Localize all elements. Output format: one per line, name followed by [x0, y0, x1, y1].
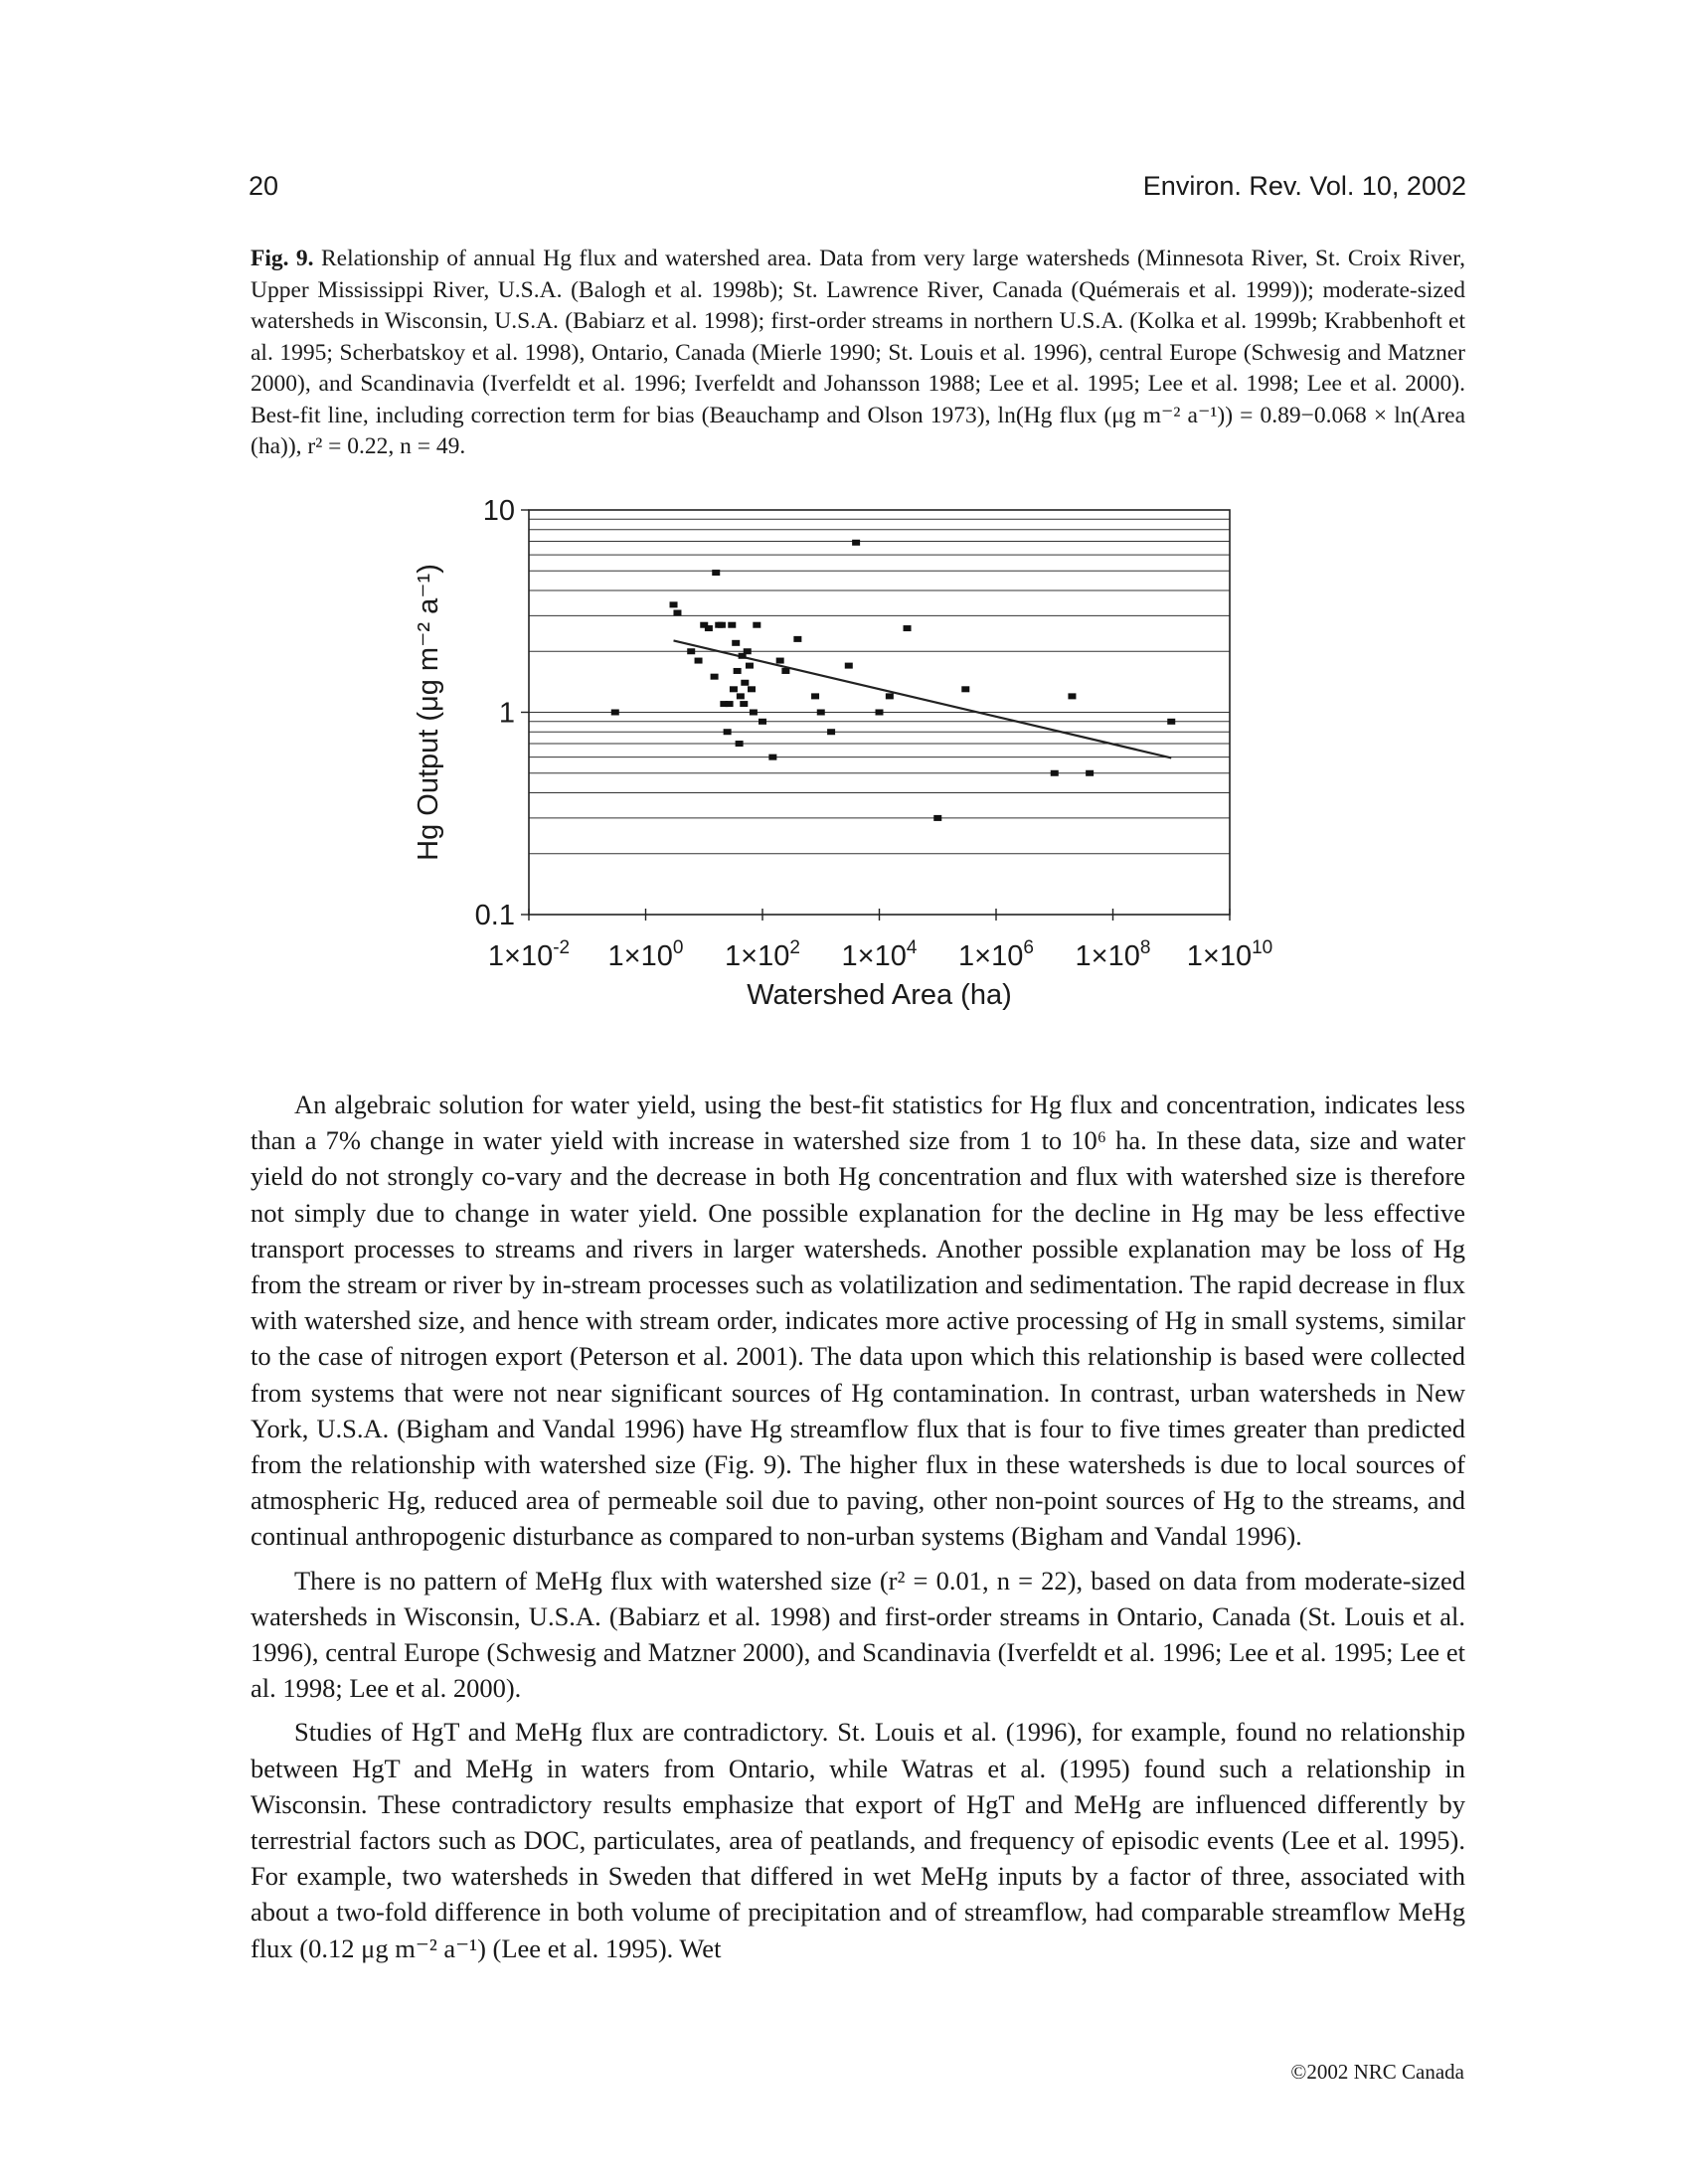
data-point	[726, 701, 734, 707]
y-tick-label: 1	[498, 697, 515, 730]
data-point	[933, 815, 941, 821]
data-point	[695, 658, 703, 664]
data-point	[736, 741, 744, 747]
x-tick-label: $1\times 10^4$	[841, 937, 918, 972]
page-number: 20	[249, 171, 279, 201]
data-point	[741, 680, 749, 686]
data-point	[811, 693, 819, 699]
data-point	[728, 622, 736, 628]
x-tick-label: $1\times 10^{10}$	[1186, 937, 1273, 972]
data-point	[746, 663, 754, 669]
data-point	[886, 693, 894, 699]
x-tick-label: $1\times 10^6$	[958, 937, 1034, 972]
data-point	[748, 686, 756, 692]
tick-labels	[475, 495, 1273, 972]
data-point	[737, 693, 745, 699]
x-tick-label: $1\times 10^8$	[1075, 937, 1151, 972]
data-points	[611, 540, 1175, 821]
x-tick-label: $1\times 10^2$	[725, 937, 800, 972]
data-point	[1051, 770, 1059, 776]
data-point	[687, 648, 695, 654]
body-text	[251, 1087, 1465, 1974]
paragraph-3: Studies of HgT and MeHg flux are contradictory. St. Louis et al. (1996), for example, found no relationship between HgT and MeHg in waters from Ontario, while Watras et al. (1995) found such a relationship in Wisconsin. These contradictory results emphasize that export of HgT and MeHg are influenced differently by terrestrial factors such as DOC, particulates, area of peatlands, and frequency of episodic events (Lee et al. 1995). For example, two watersheds in Sweden that differed in wet MeHg inputs by a factor of three, associated with about a two-fold difference in both volume of precipitation and of streamflow, had comparable streamflow MeHg flux (0.12 μg m⁻² a⁻¹) (Lee et al. 1995). Wet	[251, 1717, 1465, 1963]
paragraph-2: There is no pattern of MeHg flux with watershed size (r² = 0.01, n = 22), based on data from moderate-sized watersheds in Wisconsin, U.S.A. (Babiarz et al. 1998) and first-order streams in Ontario, Canada (St. Louis et al. 1996), central Europe (Schwesig and Matzner 2000), and Scandinavia (Iverfeldt et al. 1996; Lee et al. 1995; Lee et al. 1998; Lee et al. 2000).	[251, 1565, 1465, 1704]
data-point	[845, 663, 853, 669]
scatter-chart	[413, 492, 1307, 1049]
grid-lines	[529, 519, 1230, 853]
best-fit-line	[674, 640, 1172, 757]
data-point	[961, 686, 969, 692]
data-point	[768, 755, 776, 760]
x-tick-label: $1\times 10^{-2}$	[487, 937, 571, 972]
data-point	[705, 625, 713, 631]
data-point	[817, 710, 825, 716]
data-point	[1167, 719, 1175, 725]
figure-9	[413, 492, 1307, 1049]
data-point	[732, 640, 740, 646]
data-point	[712, 570, 720, 576]
data-point	[776, 658, 784, 664]
y-tick-label: 0.1	[474, 900, 515, 931]
data-point	[673, 610, 681, 616]
caption-text: Relationship of annual Hg flux and watershed area. Data from very large watersheds (Minnesota River, St. Croix River, Upper Mississippi River, U.S.A. (Balogh et al. 1998b); St. Lawrence River, Canada (Quémerais et al. 1999)); moderate-sized watersheds in Wisconsin, U.S.A. (Babiarz et al. 1998); first-order streams in northern U.S.A. (Kolka et al. 1999b; Krabbenhoft et al. 1995; Scherbatskoy et al. 1998), Ontario, Canada (Mierle 1990; St. Louis et al. 1996), central Europe (Schwesig and Matzner 2000), and Scandinavia (Iverfeldt et al. 1996; Iverfeldt and Johansson 1988; Lee et al. 1995; Lee et al. 1998; Lee et al. 2000). Best-fit line, including correction term for bias (Beauchamp and Olson 1973), ln(Hg flux (μg m⁻² a⁻¹)) = 0.89−0.068 × ln(Area (ha)), r² = 0.22, n = 49.	[251, 246, 1465, 459]
data-point	[753, 622, 760, 628]
x-axis-label: Watershed Area (ha)	[747, 979, 1012, 1011]
data-point	[1068, 693, 1076, 699]
figure-caption	[251, 244, 1465, 463]
journal-reference: Environ. Rev. Vol. 10, 2002	[1142, 171, 1466, 201]
figure-label: Fig. 9.	[251, 246, 314, 271]
y-axis-label: Hg Output (μg m⁻² a⁻¹)	[413, 564, 444, 861]
data-point	[724, 729, 732, 735]
page-header	[249, 171, 1466, 211]
data-point	[730, 686, 738, 692]
data-point	[670, 601, 678, 607]
data-point	[1086, 770, 1094, 776]
data-point	[904, 625, 912, 631]
data-point	[711, 674, 719, 680]
data-point	[718, 622, 726, 628]
data-point	[750, 710, 758, 716]
x-tick-label: $1\times 10^0$	[607, 937, 684, 972]
data-point	[852, 540, 860, 546]
copyright-footer: ©2002 NRC Canada	[1290, 2060, 1464, 2084]
data-point	[793, 636, 801, 642]
data-point	[827, 729, 835, 735]
paragraph-1: An algebraic solution for water yield, using the best-fit statistics for Hg flux and concentration, indicates less than a 7% change in water yield with increase in watershed size from 1 to 10⁶ ha. In these data, size and water yield do not strongly co-vary and the decrease in both Hg concentration and flux with watershed size is therefore not simply due to change in water yield. One possible explanation for the decline in Hg may be less effective transport processes to streams and rivers in larger watersheds. Another possible explanation may be loss of Hg from the stream or river by in-stream processes such as volatilization and sedimentation. The rapid decrease in flux with watershed size, and hence with stream order, indicates more active processing of Hg in small systems, similar to the case of nitrogen export (Peterson et al. 2001). The data upon which this relationship is based were collected from systems that were not near significant sources of Hg contamination. In contrast, urban watersheds in New York, U.S.A. (Bigham and Vandal 1996) have Hg streamflow flux that is four to five times greater than predicted from the relationship with watershed size (Fig. 9). The higher flux in these watersheds is due to local sources of atmospheric Hg, reduced area of permeable soil due to paving, other non-point sources of Hg to the streams, and continual anthropogenic disturbance as compared to non-urban systems (Bigham and Vandal 1996).	[251, 1090, 1465, 1552]
data-point	[876, 710, 884, 716]
data-point	[759, 719, 766, 725]
data-point	[740, 701, 748, 707]
data-point	[781, 668, 789, 674]
data-point	[611, 710, 619, 716]
data-point	[744, 648, 752, 654]
data-point	[734, 668, 742, 674]
y-tick-label: 10	[482, 495, 515, 527]
